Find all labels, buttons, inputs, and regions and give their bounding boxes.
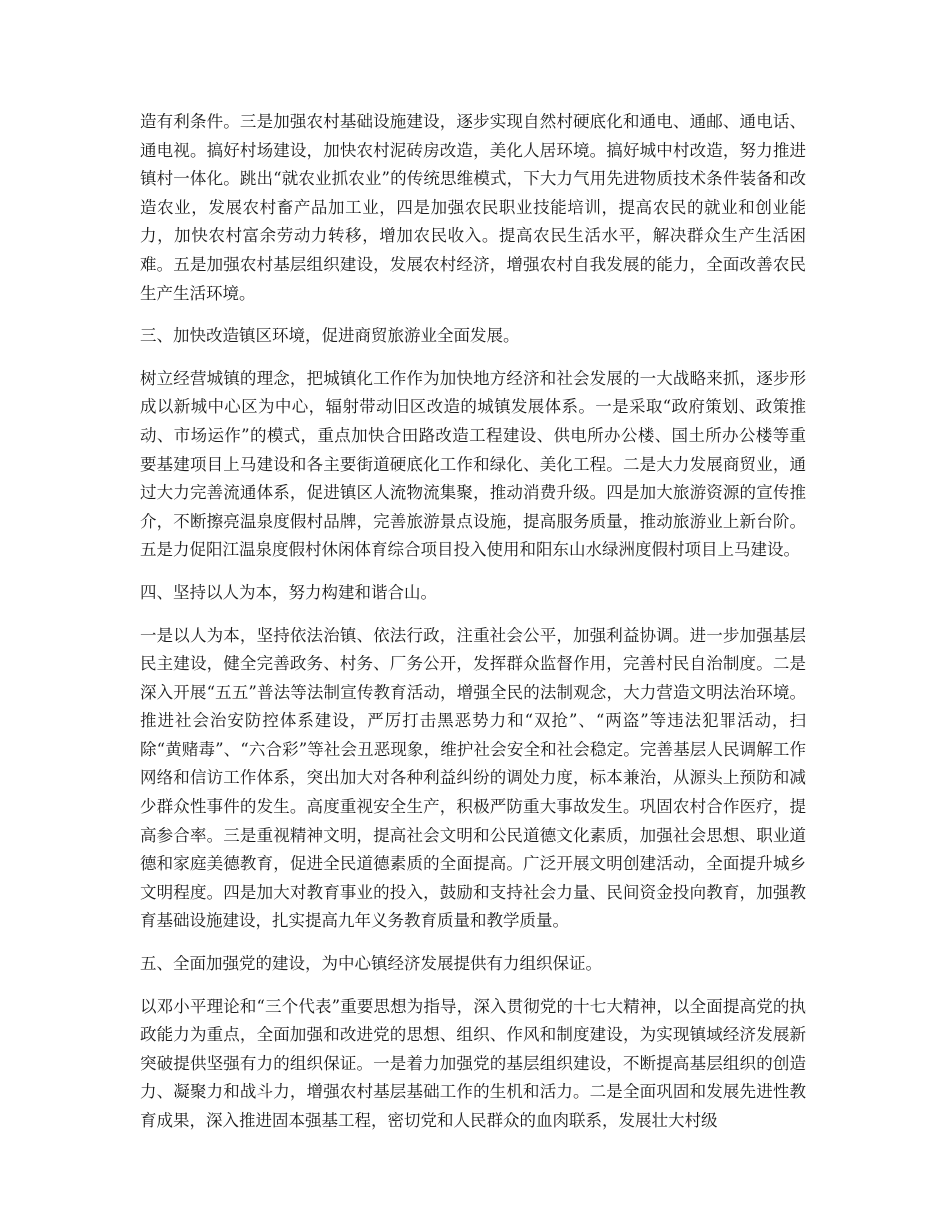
section-heading-4: 四、坚持以人为本，努力构建和谐合山。 bbox=[140, 582, 437, 602]
paragraph-rural-infrastructure: 造有利条件。三是加强农村基础设施建设，逐步实现自然村硬底化和通电、通邮、通电话、通电视。搞好村场建设，加快农村泥砖房改造，美化人居环境。搞好城中村改造，努力推进镇村一体化。跳出“就农业抓农业”的传统思维模式，下大力气用先进物质技术条件装备和改造农业，发展农村畜产品加工业，四是加强农民职业技能培训，提高农民的就业和创业能力，加快农村富余劳动力转移，增加农民收入。提高农民生活水平，解决群众生产生活困难。五是加强农村基层组织建设，发展农村经济，增强农村自我发展的能力，全面改善农民生产生活环境。 bbox=[140, 112, 806, 303]
document-page bbox=[140, 108, 806, 1150]
paragraph-party-building: 以邓小平理论和“三个代表”重要思想为指导，深入贯彻党的十七大精神，以全面提高党的执政能力为重点，全面加强和改进党的思想、组织、作风和制度建设，为实现镇域经济发展新突破提供坚强有力的组织保证。一是着力加强党的基层组织建设，不断提高基层组织的创造力、凝聚力和战斗力，增强农村基层基础工作的生机和活力。二是全面巩固和发展先进性教育成果，深入推进固本强基工程，密切党和人民群众的血肉联系，发展壮大村级 bbox=[140, 996, 806, 1130]
paragraph-harmonious-society: 一是以人为本，坚持依法治镇、依法行政，注重社会公平，加强利益协调。进一步加强基层民主建设，健全完善政务、村务、厂务公开，发挥群众监督作用，完善村民自治制度。二是深入开展“五五”普法等法制宣传教育活动，增强全民的法制观念，大力营造文明法治环境。推进社会治安防控体系建设，严厉打击黑恶势力和“双抢”、“两盗”等违法犯罪活动，扫除“黄赌毒”、“六合彩”等社会丑恶现象，维护社会安全和社会稳定。完善基层人民调解工作网络和信访工作体系，突出加大对各种利益纠纷的调处力度，标本兼治，从源头上预防和减少群众性事件的发生。高度重视安全生产，积极严防重大事故发生。巩固农村合作医疗，提高参合率。三是重视精神文明，提高社会文明和公民道德文化素质，加强社会思想、职业道德和家庭美德教育，促进全民道德素质的全面提高。广泛开展文明创建活动，全面提升城乡文明程度。四是加大对教育事业的投入，鼓励和支持社会力量、民间资金投向教育，加强教育基础设施建设，扎实提高九年义务教育质量和教学质量。 bbox=[140, 625, 806, 931]
section-heading-5: 五、全面加强党的建设，为中心镇经济发展提供有力组织保证。 bbox=[140, 954, 602, 974]
section-heading-3: 三、加快改造镇区环境，促进商贸旅游业全面发展。 bbox=[140, 326, 520, 346]
paragraph-town-development: 树立经营城镇的理念，把城镇化工作作为加快地方经济和社会发展的一大战略来抓，逐步形成以新城中心区为中心，辐射带动旧区改造的城镇发展体系。一是采取“政府策划、政策推动、市场运作”的模式，重点加快合田路改造工程建设、供电所办公楼、国土所办公楼等重要基建项目上马建设和各主要街道硬底化工作和绿化、美化工程。二是大力发展商贸业，通过大力完善流通体系，促进镇区人流物流集聚，推动消费升级。四是加大旅游资源的宣传推介，不断擦亮温泉度假村品牌，完善旅游景点设施，提高服务质量，推动旅游业上新台阶。五是力促阳江温泉度假村休闲体育综合项目投入使用和阳东山水绿洲度假村项目上马建设。 bbox=[140, 368, 806, 560]
